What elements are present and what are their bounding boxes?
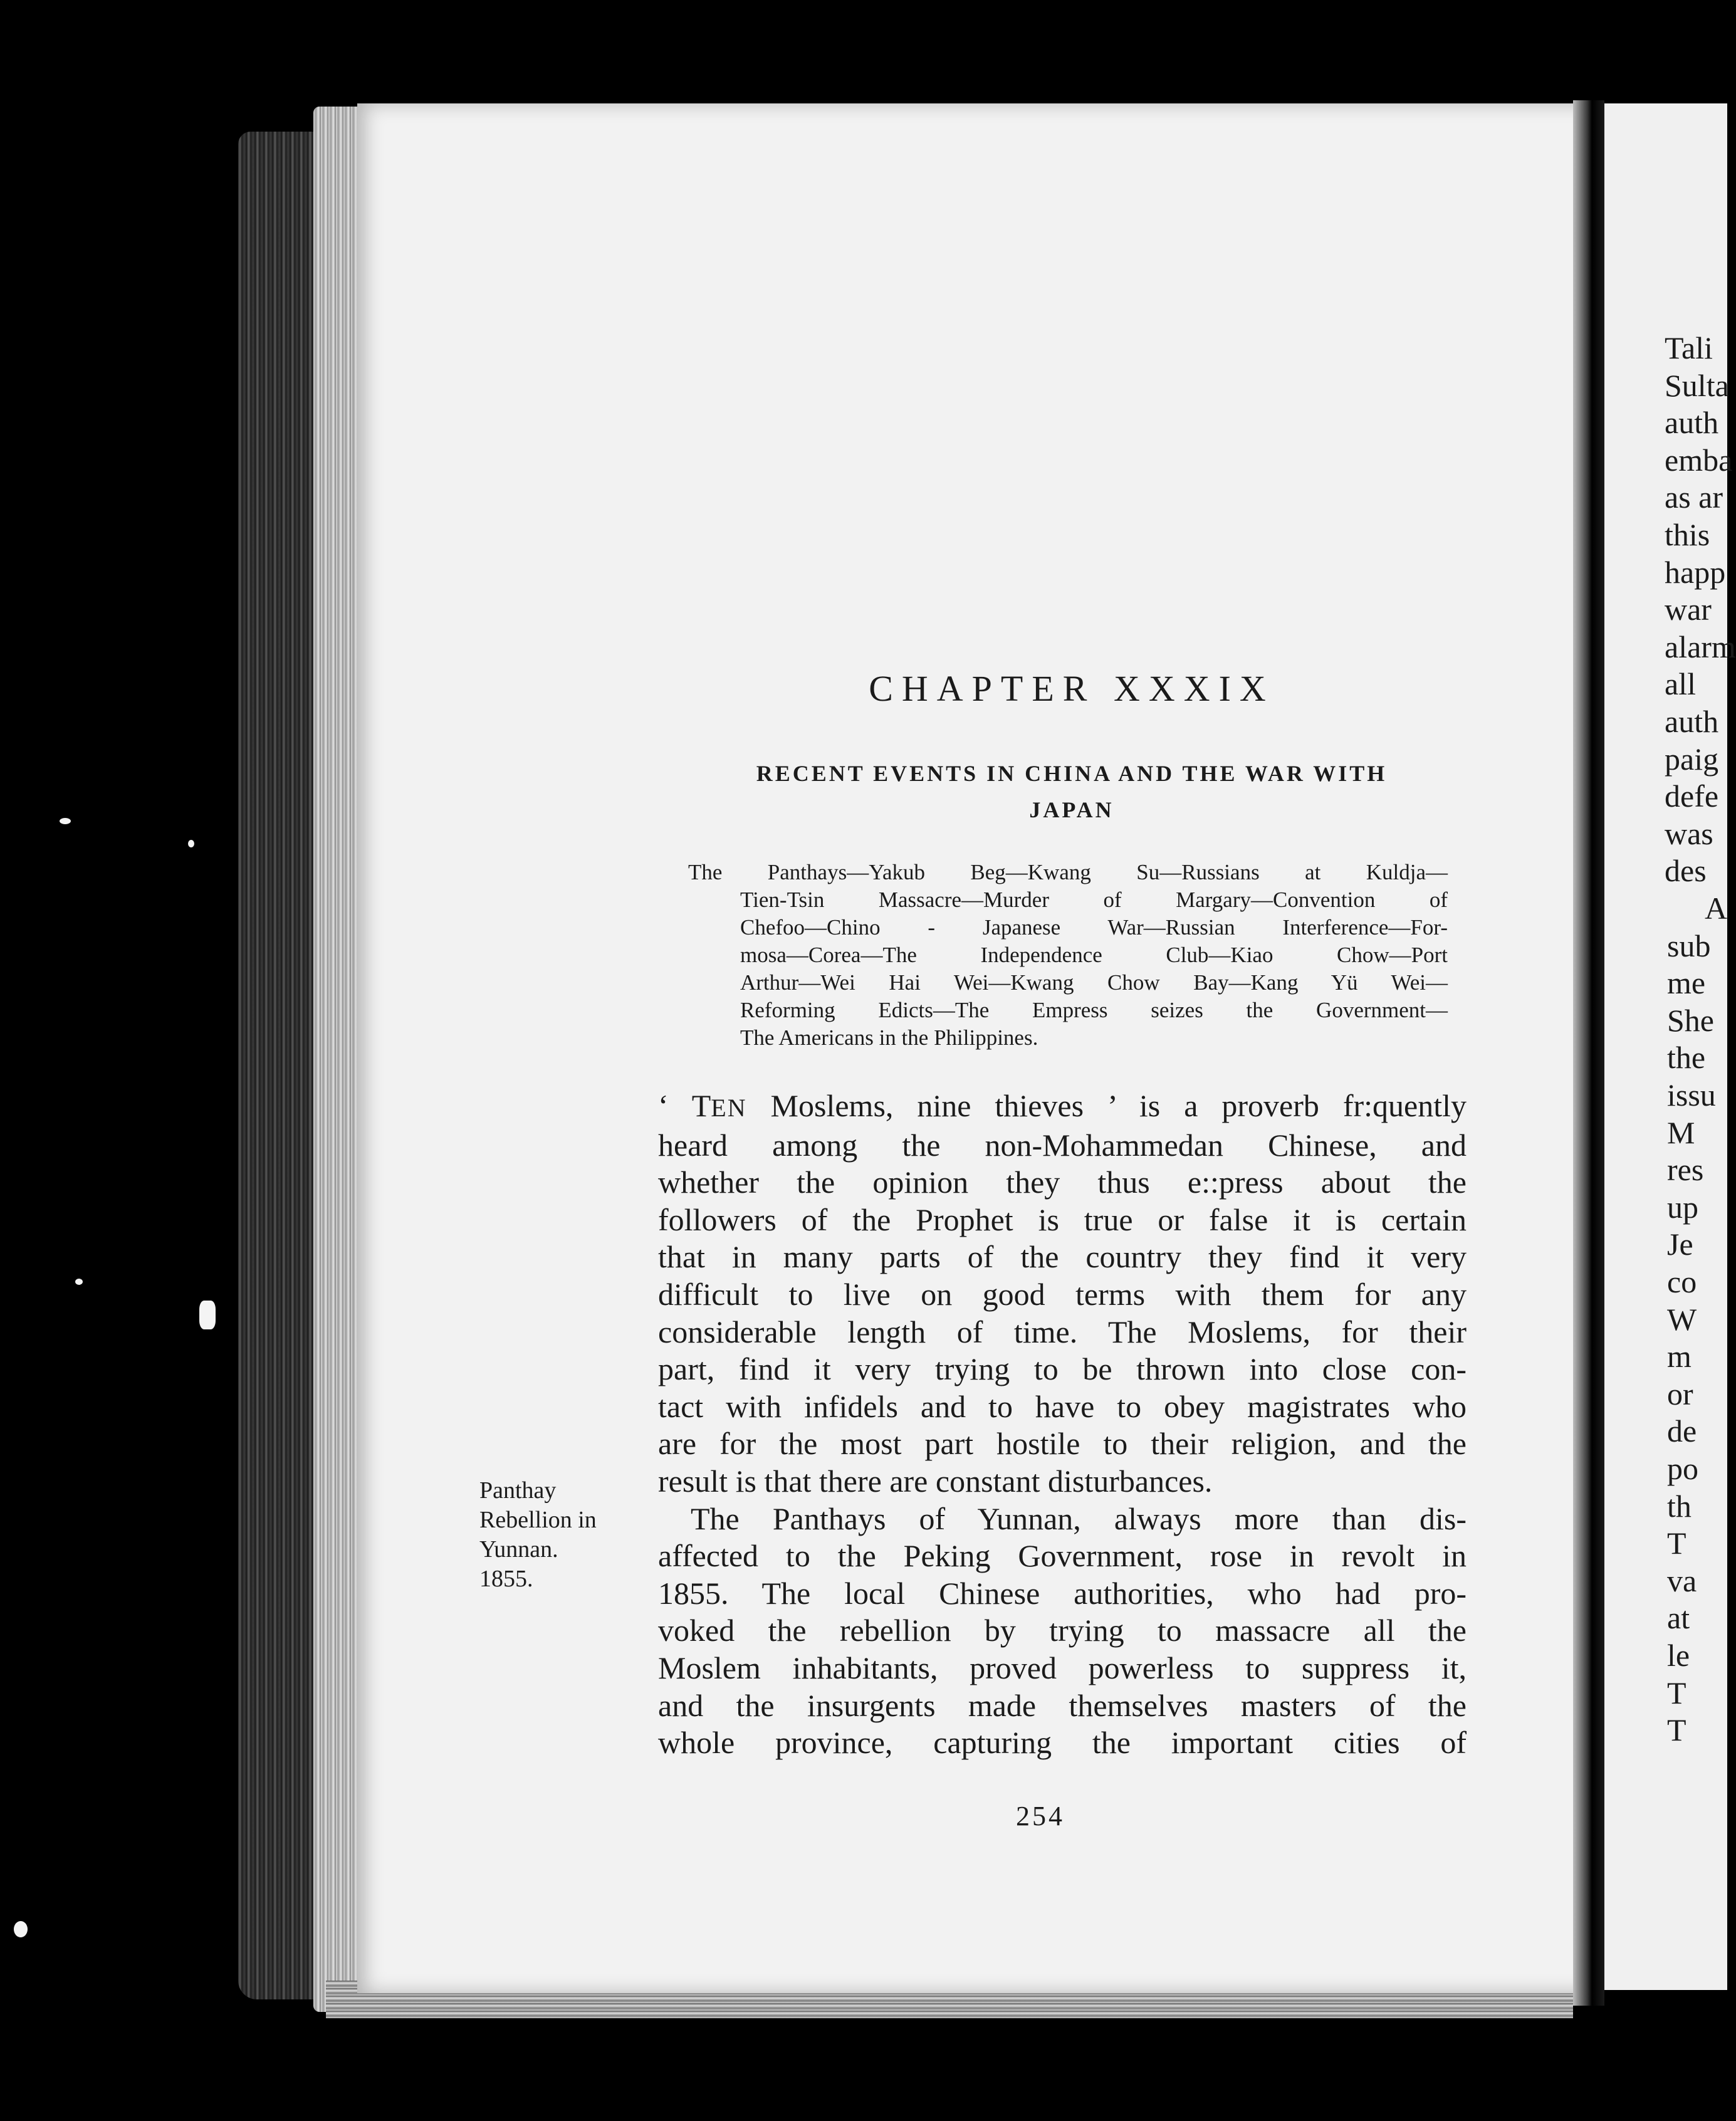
body-line: result is that there are constant disturbances. <box>658 1463 1213 1499</box>
facing-page-line: paig <box>1665 741 1719 777</box>
facing-page-line: Sulta <box>1665 367 1729 403</box>
body-line: voked the rebellion by trying to massacre all the <box>658 1613 1467 1648</box>
facing-page-line: the <box>1667 1040 1706 1076</box>
chapter-title: CHAPTER XXXIX <box>869 668 1275 709</box>
margin-note-line: Rebellion in <box>479 1507 597 1533</box>
dust-speck <box>199 1301 216 1329</box>
facing-page-line: auth <box>1665 405 1719 441</box>
facing-page-line: was <box>1665 815 1713 851</box>
facing-page-line: alarm <box>1665 629 1736 664</box>
synopsis-line: Tien-Tsin Massacre—Murder of Margary—Convention of <box>740 888 1448 912</box>
facing-page-line: T <box>1667 1675 1686 1710</box>
margin-note-line: Yunnan. <box>479 1536 558 1563</box>
margin-note <box>479 1476 630 1594</box>
dust-speck <box>188 840 194 847</box>
facing-page-line: defe <box>1665 778 1719 814</box>
body-line: tact with infidels and to have to obey magistrates who <box>658 1388 1467 1424</box>
synopsis-line: Reforming Edicts—The Empress seizes the Government— <box>740 998 1448 1022</box>
facing-page-line: co <box>1667 1264 1697 1299</box>
facing-page-line: M <box>1667 1114 1695 1150</box>
body-line: and the insurgents made themselves masters of the <box>658 1687 1467 1723</box>
chapter-subtitle-line: JAPAN <box>1029 797 1114 822</box>
body-line: part, find it very trying to be thrown into close con- <box>658 1351 1467 1387</box>
margin-note-line: Panthay <box>479 1477 557 1504</box>
body-line: Moslem inhabitants, proved powerless to suppress it, <box>658 1650 1467 1685</box>
facing-page-line: Tali <box>1665 330 1713 365</box>
synopsis-line: Chefoo—Chino - Japanese War—Russian Interference—For- <box>740 915 1448 940</box>
facing-page-line: po <box>1667 1451 1698 1486</box>
facing-page-line: or <box>1667 1376 1693 1411</box>
synopsis-line: The Panthays—Yakub Beg—Kwang Su—Russians at Kuldja— <box>688 860 1448 884</box>
facing-page-line: res <box>1667 1152 1704 1188</box>
facing-page-line: emba <box>1665 442 1733 478</box>
body-line <box>658 1087 1467 1127</box>
dust-speck <box>60 818 71 824</box>
facing-page-line: le <box>1667 1638 1690 1673</box>
facing-page-line: up <box>1667 1189 1698 1225</box>
body-line: 1855. The local Chinese authorities, who had pro- <box>658 1575 1467 1611</box>
book-gutter <box>1573 100 1604 2006</box>
facing-page-line: T <box>1667 1712 1686 1748</box>
facing-page-line: war <box>1665 592 1712 627</box>
body-line: heard among the non-Mohammedan Chinese, and <box>658 1127 1467 1163</box>
body-line: followers of the Prophet is true or false it is certain <box>658 1202 1467 1237</box>
synopsis-line: The Americans in the Philippines. <box>740 1025 1038 1050</box>
page-number: 254 <box>1016 1801 1065 1831</box>
facing-page-line: des <box>1665 853 1707 889</box>
facing-page-line: all <box>1665 666 1696 702</box>
facing-page-line: m <box>1667 1339 1692 1375</box>
dust-speck <box>75 1279 83 1285</box>
facing-page-line: T <box>1667 1526 1686 1561</box>
chapter-synopsis <box>688 859 1448 1052</box>
facing-page-line: th <box>1667 1488 1692 1524</box>
chapter-subtitle-line: RECENT EVENTS IN CHINA AND THE WAR WITH <box>756 761 1388 786</box>
opening-quote: ‘ T <box>658 1088 711 1123</box>
margin-note-line: 1855. <box>479 1566 533 1592</box>
facing-page-line: this <box>1665 517 1710 552</box>
chapter-subtitle <box>683 755 1460 828</box>
facing-page-line: de <box>1667 1413 1697 1449</box>
body-text <box>658 1087 1467 1762</box>
body-line: considerable length of time. The Moslems, for their <box>658 1314 1467 1349</box>
synopsis-line: mosa—Corea—The Independence Club—Kiao Chow—Port <box>740 943 1448 967</box>
body-line: are for the most part hostile to their religion, and the <box>658 1426 1467 1462</box>
synopsis-line: Arthur—Wei Hai Wei—Kwang Chow Bay—Kang Yü Wei— <box>740 970 1448 995</box>
facing-page-line: happ <box>1665 554 1726 590</box>
facing-page-line: at <box>1667 1600 1690 1636</box>
body-line-text: Moslems, nine thieves ’ is a proverb fr:quently <box>746 1088 1467 1123</box>
facing-page-line: Je <box>1667 1227 1693 1262</box>
opening-smallcaps: EN <box>711 1094 747 1122</box>
facing-page-line: W <box>1667 1301 1697 1337</box>
body-line: affected to the Peking Government, rose in revolt in <box>658 1538 1467 1574</box>
body-line: whether the opinion they thus e::press about the <box>658 1165 1467 1200</box>
body-line: difficult to live on good terms with them for any <box>658 1276 1467 1312</box>
facing-page-line: issu <box>1667 1077 1716 1113</box>
facing-page-line: auth <box>1665 704 1719 739</box>
body-line: The Panthays of Yunnan, always more than dis- <box>691 1500 1467 1536</box>
facing-page-line: as ar <box>1665 479 1723 515</box>
dust-speck <box>14 1921 28 1937</box>
facing-page-line: She <box>1667 1002 1714 1038</box>
facing-page-line: A <box>1705 891 1728 926</box>
facing-page-line: va <box>1667 1563 1697 1598</box>
book-page-right <box>1604 103 1736 1990</box>
facing-page-line: sub <box>1667 928 1711 963</box>
body-line: that in many parts of the country they find it very <box>658 1239 1467 1275</box>
body-line: whole province, capturing the important cities of <box>658 1725 1467 1761</box>
facing-page-line: me <box>1667 965 1706 1001</box>
